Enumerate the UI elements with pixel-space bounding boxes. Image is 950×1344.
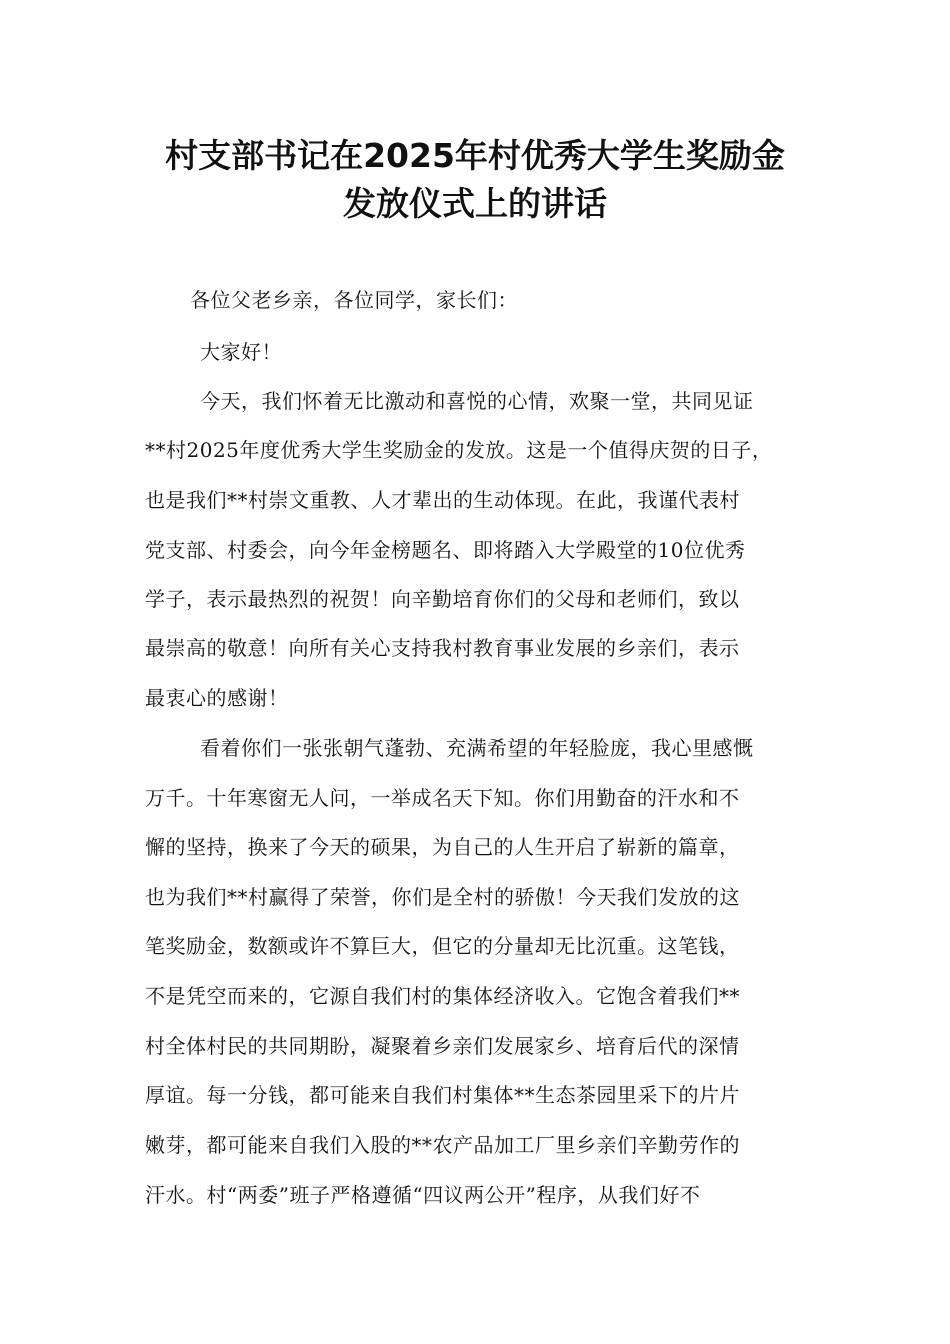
paragraph-2-line-9: 嫩芽，都可能来自我们入股的**农产品加工厂里乡亲们辛勤劳作的 bbox=[145, 1133, 740, 1157]
paragraph-2-line-7: 村全体村民的共同期盼，凝聚着乡亲们发展家乡、培育后代的深情 bbox=[145, 1034, 740, 1058]
paragraph-1-line-6: 最崇高的敬意！向所有关心支持我村教育事业发展的乡亲们，表示 bbox=[145, 636, 740, 660]
paragraph-1-line-7: 最衷心的感谢！ bbox=[145, 686, 289, 710]
paragraph-2-line-2: 万千。十年寒窗无人问，一举成名天下知。你们用勤奋的汗水和不 bbox=[145, 786, 740, 810]
paragraph-2-line-10: 汗水。村“两委”班子严格遵循“四议两公开”程序，从我们好不 bbox=[145, 1183, 701, 1207]
paragraph-1-line-4: 党支部、村委会，向今年金榜题名、即将踏入大学殿堂的10位优秀 bbox=[145, 538, 746, 562]
paragraph-1-line-2: **村2025年度优秀大学生奖励金的发放。这是一个值得庆贺的日子， bbox=[145, 438, 773, 462]
document-title-line-1: 村支部书记在2025年村优秀大学生奖励金 bbox=[165, 136, 785, 175]
paragraph-2-line-4: 也为我们**村赢得了荣誉，你们是全村的骄傲！今天我们发放的这 bbox=[145, 885, 740, 909]
paragraph-2-line-5: 笔奖励金，数额或许不算巨大，但它的分量却无比沉重。这笔钱， bbox=[145, 934, 740, 958]
paragraph-2-line-8: 厚谊。每一分钱，都可能来自我们村集体**生态茶园里采下的片片 bbox=[145, 1083, 740, 1107]
salutation-line: 各位父老乡亲，各位同学，家长们： bbox=[190, 288, 518, 312]
greeting-line: 大家好！ bbox=[200, 340, 282, 364]
paragraph-1-line-3: 也是我们**村崇文重教、人才辈出的生动体现。在此，我谨代表村 bbox=[145, 488, 740, 512]
paragraph-2-line-6: 不是凭空而来的，它源自我们村的集体经济收入。它饱含着我们** bbox=[145, 984, 740, 1008]
paragraph-1-line-1: 今天，我们怀着无比激动和喜悦的心情，欢聚一堂，共同见证 bbox=[200, 389, 754, 413]
document-title-line-2: 发放仪式上的讲话 bbox=[343, 184, 607, 223]
paragraph-2-line-1: 看着你们一张张朝气蓬勃、充满希望的年轻脸庞，我心里感慨 bbox=[200, 736, 754, 760]
paragraph-2-line-3: 懈的坚持，换来了今天的硕果，为自己的人生开启了崭新的篇章， bbox=[145, 835, 740, 859]
paragraph-1-line-5: 学子，表示最热烈的祝贺！向辛勤培育你们的父母和老师们，致以 bbox=[145, 587, 740, 611]
